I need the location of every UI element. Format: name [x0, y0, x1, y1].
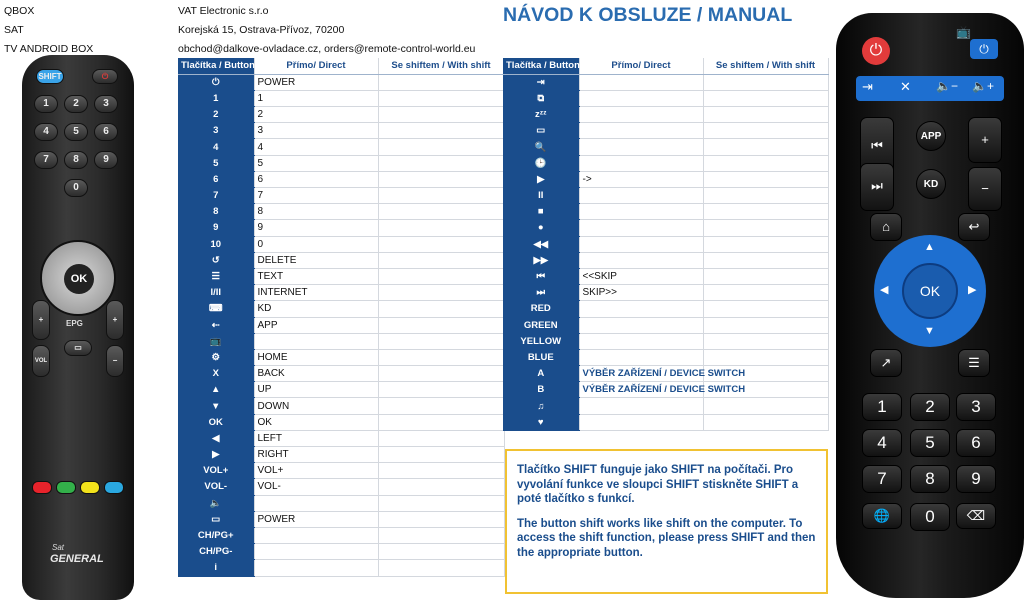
- table-row: [178, 74, 504, 90]
- direct-cell: [579, 155, 703, 171]
- table-row: [178, 398, 504, 414]
- button-cell: ▶▶: [503, 252, 579, 268]
- table-row: [503, 220, 828, 236]
- vol-down-icon[interactable]: 🔈−: [936, 79, 958, 93]
- vol-plus-button[interactable]: +: [968, 117, 1002, 163]
- digit-button[interactable]: 0: [64, 179, 88, 197]
- button-cell: ▼: [178, 398, 254, 414]
- direct-cell: <<SKIP: [579, 268, 703, 284]
- shift-cell: [378, 366, 504, 382]
- button-cell: ⇥: [503, 74, 579, 90]
- direct-cell: [579, 220, 703, 236]
- button-cell: ◀: [178, 430, 254, 446]
- shift-cell: [378, 171, 504, 187]
- direct-cell: [579, 123, 703, 139]
- table-row: [503, 252, 828, 268]
- col-header-button: Tlačítka / Button: [503, 58, 579, 74]
- direct-cell: [579, 398, 703, 414]
- shift-cell: [378, 349, 504, 365]
- shift-cell: [378, 511, 504, 527]
- tv-power-button[interactable]: ⏻: [970, 39, 998, 59]
- company-email[interactable]: obchod@dalkove-ovladace.cz, orders@remote-control-world.eu: [178, 43, 476, 55]
- button-cell: I/II: [178, 285, 254, 301]
- dpad[interactable]: [874, 235, 986, 347]
- table-row: [503, 236, 828, 252]
- header-left-line: QBOX: [4, 5, 35, 17]
- direct-cell: ->: [579, 171, 703, 187]
- button-cell: 🕒: [503, 155, 579, 171]
- table-row: [178, 479, 504, 495]
- table-row: [178, 495, 504, 511]
- menu-button[interactable]: ▭: [64, 340, 92, 356]
- button-cell: 6: [178, 171, 254, 187]
- col-header-direct: Přímo/ Direct: [579, 58, 703, 74]
- next-button[interactable]: ⏭: [860, 163, 894, 211]
- col-header-direct: Přímo/ Direct: [254, 58, 378, 74]
- shift-cell: [703, 188, 828, 204]
- direct-cell: BACK: [254, 366, 378, 382]
- table-row: [503, 188, 828, 204]
- table-row: [178, 188, 504, 204]
- shift-cell: [378, 204, 504, 220]
- direct-cell: RIGHT: [254, 447, 378, 463]
- button-cell: ⇠: [178, 317, 254, 333]
- table-row: [178, 366, 504, 382]
- direct-cell: DELETE: [254, 252, 378, 268]
- shift-cell: [703, 74, 828, 90]
- digit-button[interactable]: 1: [34, 95, 58, 113]
- direct-cell: 6: [254, 171, 378, 187]
- direct-cell: KD: [254, 301, 378, 317]
- table-row: [503, 171, 828, 187]
- table-row: [503, 382, 828, 398]
- button-cell: ⏭: [503, 285, 579, 301]
- digit-button[interactable]: 0: [910, 503, 950, 531]
- table-row: [178, 527, 504, 543]
- direct-cell: [579, 301, 703, 317]
- button-cell: X: [178, 366, 254, 382]
- direct-cell: SKIP>>: [579, 285, 703, 301]
- mute-icon[interactable]: ✕: [900, 79, 911, 94]
- button-cell: ☰: [178, 268, 254, 284]
- shift-cell: [378, 382, 504, 398]
- shift-cell: [703, 204, 828, 220]
- digit-button[interactable]: 7: [862, 465, 902, 493]
- button-cell: ♫: [503, 398, 579, 414]
- direct-cell: [579, 204, 703, 220]
- back-button[interactable]: ↩: [958, 213, 990, 241]
- table-row: [178, 414, 504, 430]
- shift-cell: [378, 252, 504, 268]
- delete-button[interactable]: ⌫: [956, 503, 996, 529]
- col-header-shift: Se shiftem / With shift: [703, 58, 828, 74]
- direct-cell: 1: [254, 90, 378, 106]
- table-row: [503, 366, 828, 382]
- shift-cell: [378, 317, 504, 333]
- table-row: [503, 398, 828, 414]
- direct-cell: [579, 188, 703, 204]
- vol-down-button[interactable]: VOL: [32, 345, 50, 377]
- shift-cell: [703, 301, 828, 317]
- button-cell: 7: [178, 188, 254, 204]
- button-cell: CH/PG-: [178, 544, 254, 560]
- direct-cell: 4: [254, 139, 378, 155]
- direct-cell: [254, 560, 378, 576]
- button-cell: RED: [503, 301, 579, 317]
- direct-cell: [579, 317, 703, 333]
- direct-cell: [579, 74, 703, 90]
- direct-cell: [579, 139, 703, 155]
- shift-cell: [378, 463, 504, 479]
- digit-button[interactable]: 6: [956, 429, 996, 457]
- shift-cell: [703, 155, 828, 171]
- button-cell: 🔈: [178, 495, 254, 511]
- table-row: [503, 268, 828, 284]
- table-row: [178, 430, 504, 446]
- direct-cell: [254, 527, 378, 543]
- button-cell: 🔍: [503, 139, 579, 155]
- shift-cell: [703, 414, 828, 430]
- shift-cell: [378, 544, 504, 560]
- digit-button[interactable]: 5: [64, 123, 88, 141]
- direct-cell: 8: [254, 204, 378, 220]
- table-row: [178, 107, 504, 123]
- button-cell: VOL+: [178, 463, 254, 479]
- button-cell: 📺: [178, 333, 254, 349]
- button-cell: ⏮: [503, 268, 579, 284]
- shift-cell: [703, 398, 828, 414]
- button-cell: ■: [503, 204, 579, 220]
- epg-label: EPG: [66, 319, 83, 328]
- table-row: [503, 349, 828, 365]
- shift-cell: [378, 268, 504, 284]
- direct-cell: HOME: [254, 349, 378, 365]
- table-row: [503, 204, 828, 220]
- brand-small: Sat: [52, 543, 65, 552]
- direct-cell: INTERNET: [254, 285, 378, 301]
- digit-button[interactable]: 2: [64, 95, 88, 113]
- shift-cell: [703, 268, 828, 284]
- digit-button[interactable]: 3: [956, 393, 996, 421]
- shift-cell: [378, 155, 504, 171]
- button-cell: YELLOW: [503, 333, 579, 349]
- direct-cell: VOL+: [254, 463, 378, 479]
- table-row: [178, 447, 504, 463]
- shift-cell: [378, 560, 504, 576]
- direct-cell: POWER: [254, 511, 378, 527]
- digit-button[interactable]: 6: [94, 123, 118, 141]
- table-row: [178, 252, 504, 268]
- button-cell: ●: [503, 220, 579, 236]
- digit-button[interactable]: 7: [34, 151, 58, 169]
- table-row: [178, 220, 504, 236]
- shift-cell: [378, 188, 504, 204]
- shift-cell: [378, 301, 504, 317]
- home-button[interactable]: ⌂: [870, 213, 902, 241]
- shift-cell: [378, 333, 504, 349]
- button-cell: 3: [178, 123, 254, 139]
- app-button[interactable]: APP: [916, 121, 946, 151]
- shift-note-en: The button shift works like shift on the computer. To access the shift function, please press SHIFT and then the appropriate button.: [517, 517, 816, 559]
- header-left-line: SAT: [4, 24, 24, 36]
- shift-cell: [378, 447, 504, 463]
- direct-cell: UP: [254, 382, 378, 398]
- digit-button[interactable]: 4: [862, 429, 902, 457]
- direct-cell: [579, 90, 703, 106]
- button-cell: A: [503, 366, 579, 382]
- mouse-button[interactable]: ↗: [870, 349, 902, 377]
- table-row: [503, 74, 828, 90]
- button-cell: ▶: [178, 447, 254, 463]
- direct-cell: VÝBĚR ZAŘÍZENÍ / DEVICE SWITCH: [579, 366, 703, 382]
- table-row: [503, 317, 828, 333]
- table-row: [178, 382, 504, 398]
- digit-button[interactable]: 2: [910, 393, 950, 421]
- button-cell: ◀◀: [503, 236, 579, 252]
- table-row: [503, 107, 828, 123]
- button-cell: 5: [178, 155, 254, 171]
- button-cell: VOL-: [178, 479, 254, 495]
- company-address: Korejská 15, Ostrava-Přívoz, 70200: [178, 24, 345, 36]
- ok-button[interactable]: OK: [902, 263, 958, 319]
- nav-ring[interactable]: [40, 240, 116, 316]
- table-row: [503, 155, 828, 171]
- direct-cell: 3: [254, 123, 378, 139]
- digit-button[interactable]: 9: [956, 465, 996, 493]
- ch-up-button[interactable]: +: [106, 300, 124, 340]
- up-arrow-icon[interactable]: ▲: [924, 241, 935, 253]
- direct-cell: [579, 236, 703, 252]
- top-blue-row: [856, 76, 1004, 101]
- shift-cell: [378, 398, 504, 414]
- down-arrow-icon[interactable]: ▼: [924, 325, 935, 337]
- digit-button[interactable]: 5: [910, 429, 950, 457]
- button-table-left: [178, 58, 505, 577]
- shift-cell: [703, 90, 828, 106]
- color-button[interactable]: [32, 481, 52, 494]
- shift-cell: [378, 479, 504, 495]
- table-row: [503, 90, 828, 106]
- table-row: [178, 463, 504, 479]
- button-cell: ↺: [178, 252, 254, 268]
- shift-cell: [703, 349, 828, 365]
- vol-minus-button[interactable]: −: [968, 167, 1002, 211]
- table-row: [503, 139, 828, 155]
- color-button[interactable]: [80, 481, 100, 494]
- digit-button[interactable]: 8: [64, 151, 88, 169]
- table-row: [503, 123, 828, 139]
- shift-cell: [378, 139, 504, 155]
- button-cell: 9: [178, 220, 254, 236]
- button-cell: 2: [178, 107, 254, 123]
- direct-cell: DOWN: [254, 398, 378, 414]
- button-cell: ⚙: [178, 349, 254, 365]
- direct-cell: VOL-: [254, 479, 378, 495]
- shift-cell: [703, 252, 828, 268]
- digit-button[interactable]: 8: [910, 465, 950, 493]
- kd-button[interactable]: KD: [916, 169, 946, 199]
- direct-cell: TEXT: [254, 268, 378, 284]
- direct-cell: [254, 544, 378, 560]
- direct-cell: [579, 252, 703, 268]
- right-arrow-icon[interactable]: ▶: [968, 284, 977, 296]
- button-cell: B: [503, 382, 579, 398]
- button-cell: 10: [178, 236, 254, 252]
- shift-note: [505, 449, 828, 594]
- table-row: [178, 123, 504, 139]
- remote-general: [22, 55, 134, 600]
- button-cell: zᶻᶻ: [503, 107, 579, 123]
- direct-cell: [579, 414, 703, 430]
- direct-cell: OK: [254, 414, 378, 430]
- button-cell: ▶: [503, 171, 579, 187]
- digit-button[interactable]: 1: [862, 393, 902, 421]
- table-row: [178, 333, 504, 349]
- direct-cell: 2: [254, 107, 378, 123]
- shift-cell: [378, 430, 504, 446]
- button-cell: 1: [178, 90, 254, 106]
- shift-cell: [378, 236, 504, 252]
- color-button[interactable]: [104, 481, 124, 494]
- button-cell: ▲: [178, 382, 254, 398]
- vol-up-icon[interactable]: 🔈+: [972, 79, 994, 93]
- remote-android: [836, 13, 1024, 598]
- button-cell: 8: [178, 204, 254, 220]
- table-row: [178, 236, 504, 252]
- digit-button[interactable]: 3: [94, 95, 118, 113]
- digit-button[interactable]: 4: [34, 123, 58, 141]
- table-row: [178, 511, 504, 527]
- direct-cell: [579, 107, 703, 123]
- shift-cell: [703, 285, 828, 301]
- button-cell: CH/PG+: [178, 527, 254, 543]
- button-cell: i: [178, 560, 254, 576]
- button-cell: BLUE: [503, 349, 579, 365]
- table-row: [178, 301, 504, 317]
- page-title: NÁVOD K OBSLUZE / MANUAL: [503, 4, 793, 26]
- shift-cell: [378, 527, 504, 543]
- globe-button[interactable]: 🌐: [862, 503, 902, 529]
- button-cell: II: [503, 188, 579, 204]
- shift-cell: [378, 285, 504, 301]
- button-cell: ⧉: [503, 90, 579, 106]
- direct-cell: 7: [254, 188, 378, 204]
- table-row: [503, 333, 828, 349]
- shift-cell: [378, 414, 504, 430]
- direct-cell: LEFT: [254, 430, 378, 446]
- col-header-shift: Se shiftem / With shift: [378, 58, 504, 74]
- button-cell: ⏻: [178, 74, 254, 90]
- digit-button[interactable]: 9: [94, 151, 118, 169]
- direct-cell: [579, 333, 703, 349]
- color-button[interactable]: [56, 481, 76, 494]
- col-header-button: Tlačítka / Button: [178, 58, 254, 74]
- table-row: [503, 301, 828, 317]
- button-table-right: [503, 58, 829, 431]
- direct-cell: 0: [254, 236, 378, 252]
- shift-cell: [378, 220, 504, 236]
- table-row: [178, 544, 504, 560]
- shift-cell: [378, 123, 504, 139]
- header-company: [178, 2, 475, 59]
- shift-cell: [703, 236, 828, 252]
- direct-cell: POWER: [254, 74, 378, 90]
- direct-cell: [254, 333, 378, 349]
- brand-logo: GENERAL: [50, 553, 104, 565]
- direct-cell: 9: [254, 220, 378, 236]
- table-row: [178, 139, 504, 155]
- table-row: [503, 285, 828, 301]
- shift-cell: [703, 317, 828, 333]
- prev-button[interactable]: ⏮: [860, 117, 894, 177]
- button-cell: OK: [178, 414, 254, 430]
- direct-cell: [254, 495, 378, 511]
- button-cell: ▭: [503, 123, 579, 139]
- input-icon[interactable]: ⇥: [862, 79, 873, 94]
- button-cell: ♥: [503, 414, 579, 430]
- table-row: [178, 268, 504, 284]
- table-row: [178, 285, 504, 301]
- direct-cell: [579, 349, 703, 365]
- shift-note-cz: Tlačítko SHIFT funguje jako SHIFT na počítači. Pro vyvolání funkce ve sloupci SHIFT stiskněte SHIFT a poté tlačítko s funkcí.: [517, 464, 799, 505]
- button-cell: 4: [178, 139, 254, 155]
- ok-button[interactable]: OK: [64, 264, 94, 294]
- direct-cell: APP: [254, 317, 378, 333]
- table-row: [503, 414, 828, 430]
- shift-cell: [703, 107, 828, 123]
- table-row: [178, 171, 504, 187]
- header-left-line: TV ANDROID BOX: [4, 43, 94, 55]
- power-button[interactable]: ⏻: [862, 37, 890, 65]
- button-cell: GREEN: [503, 317, 579, 333]
- direct-cell: VÝBĚR ZAŘÍZENÍ / DEVICE SWITCH: [579, 382, 703, 398]
- power-button[interactable]: ⏻: [92, 69, 118, 84]
- shift-button[interactable]: SHIFT: [36, 69, 64, 84]
- menu-button[interactable]: ☰: [958, 349, 990, 377]
- table-row: [178, 317, 504, 333]
- shift-cell: [703, 171, 828, 187]
- header-left: [4, 2, 93, 59]
- shift-cell: [703, 123, 828, 139]
- table-row: [178, 204, 504, 220]
- ch-down-button[interactable]: −: [106, 345, 124, 377]
- shift-cell: [378, 90, 504, 106]
- shift-cell: [378, 74, 504, 90]
- shift-cell: [703, 333, 828, 349]
- vol-up-button[interactable]: +: [32, 300, 50, 340]
- button-cell: ▭: [178, 511, 254, 527]
- tv-icon: 📺: [956, 25, 971, 39]
- direct-cell: 5: [254, 155, 378, 171]
- button-cell: ⌨: [178, 301, 254, 317]
- table-row: [178, 560, 504, 576]
- shift-cell: [378, 107, 504, 123]
- table-row: [178, 349, 504, 365]
- shift-cell: [378, 495, 504, 511]
- shift-cell: [703, 220, 828, 236]
- table-row: [178, 155, 504, 171]
- left-arrow-icon[interactable]: ◀: [880, 284, 889, 296]
- company-name: VAT Electronic s.r.o: [178, 5, 269, 17]
- shift-cell: [703, 139, 828, 155]
- table-row: [178, 90, 504, 106]
